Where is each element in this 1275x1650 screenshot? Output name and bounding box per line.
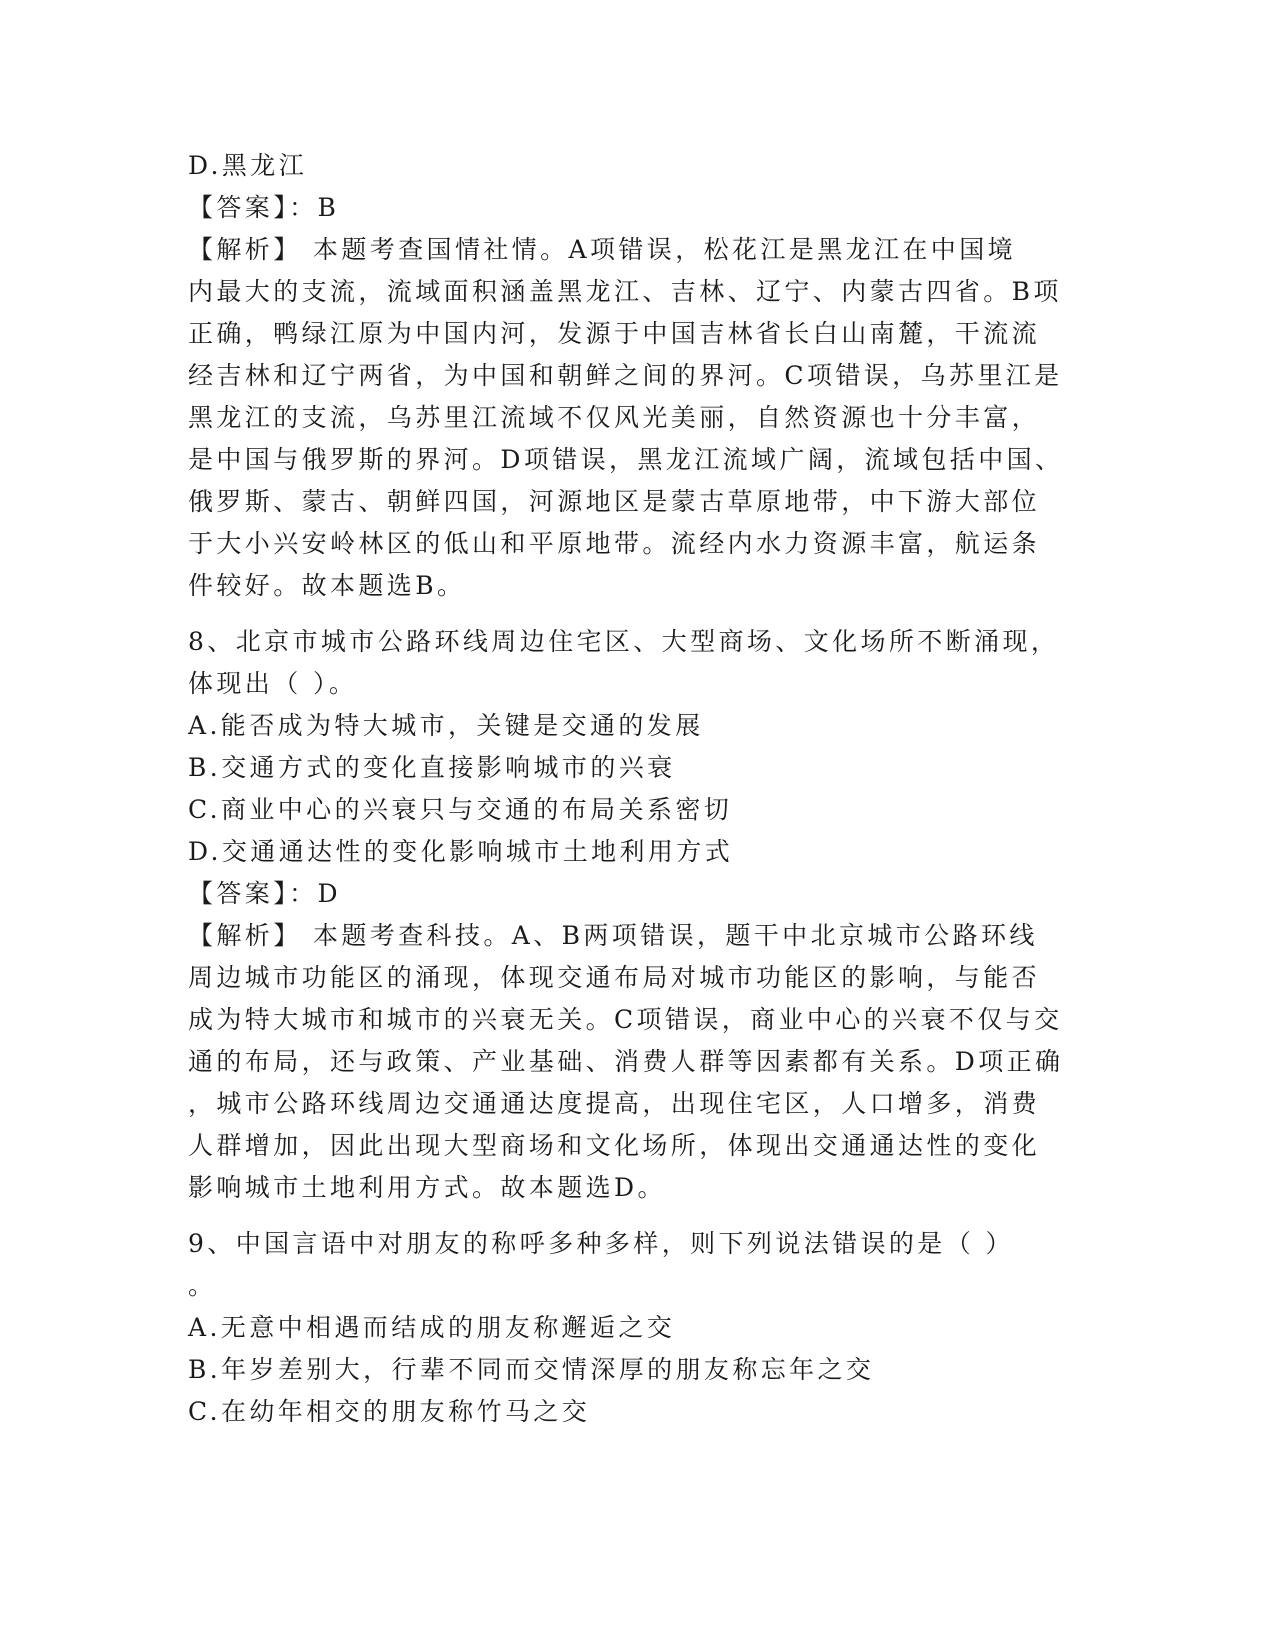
q7-explanation-line: 俄罗斯、蒙古、朝鲜四国，河源地区是蒙古草原地带，中下游大部位 bbox=[188, 487, 1041, 516]
q7-explanation bbox=[188, 229, 1088, 607]
q8-explanation-line: ，城市公路环线周边交通通达度提高，出现住宅区，人口增多，消费 bbox=[188, 1089, 1041, 1118]
q7-answer: 【答案】：B bbox=[188, 193, 340, 222]
document-page bbox=[188, 145, 1088, 1433]
q9-stem-line: 9、中国言语中对朋友的称呼多种多样，则下列说法错误的是（ ） bbox=[188, 1229, 1014, 1258]
q8-explanation-line: 【解析】 本题考查科技。A、B两项错误，题干中北京城市公路环线 bbox=[188, 921, 1038, 950]
q8-explanation-line: 成为特大城市和城市的兴衰无关。C项错误，商业中心的兴衰不仅与交 bbox=[188, 1005, 1063, 1034]
q8-option-a: A.能否成为特大城市，关键是交通的发展 bbox=[188, 711, 704, 740]
q8-explanation-line: 周边城市功能区的涌现，体现交通布局对城市功能区的影响，与能否 bbox=[188, 963, 1041, 992]
q8-stem bbox=[188, 621, 1088, 705]
q7-explanation-line: 内最大的支流，流域面积涵盖黑龙江、吉林、辽宁、内蒙古四省。B项 bbox=[188, 277, 1062, 306]
q8-option-b: B.交通方式的变化直接影响城市的兴衰 bbox=[188, 753, 676, 782]
q9-option-b: B.年岁差别大，行辈不同而交情深厚的朋友称忘年之交 bbox=[188, 1355, 875, 1384]
q8-explanation-line: 影响城市土地利用方式。故本题选D。 bbox=[188, 1173, 666, 1202]
q7-explanation-line: 于大小兴安岭林区的低山和平原地带。流经内水力资源丰富，航运条 bbox=[188, 529, 1041, 558]
q9-option-a: A.无意中相遇而结成的朋友称邂逅之交 bbox=[188, 1313, 676, 1342]
q8-explanation-line: 人群增加，因此出现大型商场和文化场所，体现出交通通达性的变化 bbox=[188, 1131, 1041, 1160]
q7-explanation-line: 件较好。故本题选B。 bbox=[188, 571, 466, 600]
q8-stem-line: 体现出（ ）。 bbox=[188, 669, 358, 698]
q7-explanation-line: 正确，鸭绿江原为中国内河，发源于中国吉林省长白山南麓，干流流 bbox=[188, 319, 1041, 348]
q9-stem-line: 。 bbox=[188, 1271, 217, 1300]
q8-stem-line: 8、北京市城市公路环线周边住宅区、大型商场、文化场所不断涌现， bbox=[188, 627, 1060, 656]
q9-stem bbox=[188, 1223, 1088, 1307]
q9-option-c: C.在幼年相交的朋友称竹马之交 bbox=[188, 1397, 591, 1426]
q8-explanation bbox=[188, 915, 1088, 1209]
q7-explanation-line: 是中国与俄罗斯的界河。D项错误，黑龙江流域广阔，流域包括中国、 bbox=[188, 445, 1064, 474]
q8-explanation-line: 通的布局，还与政策、产业基础、消费人群等因素都有关系。D项正确 bbox=[188, 1047, 1064, 1076]
q7-option-d: D.黑龙江 bbox=[188, 151, 308, 180]
q8-option-c: C.商业中心的兴衰只与交通的布局关系密切 bbox=[188, 795, 733, 824]
q8-option-d: D.交通通达性的变化影响城市土地利用方式 bbox=[188, 837, 734, 866]
q8-answer: 【答案】：D bbox=[188, 879, 341, 908]
q7-explanation-line: 【解析】 本题考查国情社情。A项错误，松花江是黑龙江在中国境 bbox=[188, 235, 1017, 264]
q7-explanation-line: 经吉林和辽宁两省，为中国和朝鲜之间的界河。C项错误，乌苏里江是 bbox=[188, 361, 1063, 390]
q7-explanation-line: 黑龙江的支流，乌苏里江流域不仅风光美丽，自然资源也十分丰富， bbox=[188, 403, 1041, 432]
